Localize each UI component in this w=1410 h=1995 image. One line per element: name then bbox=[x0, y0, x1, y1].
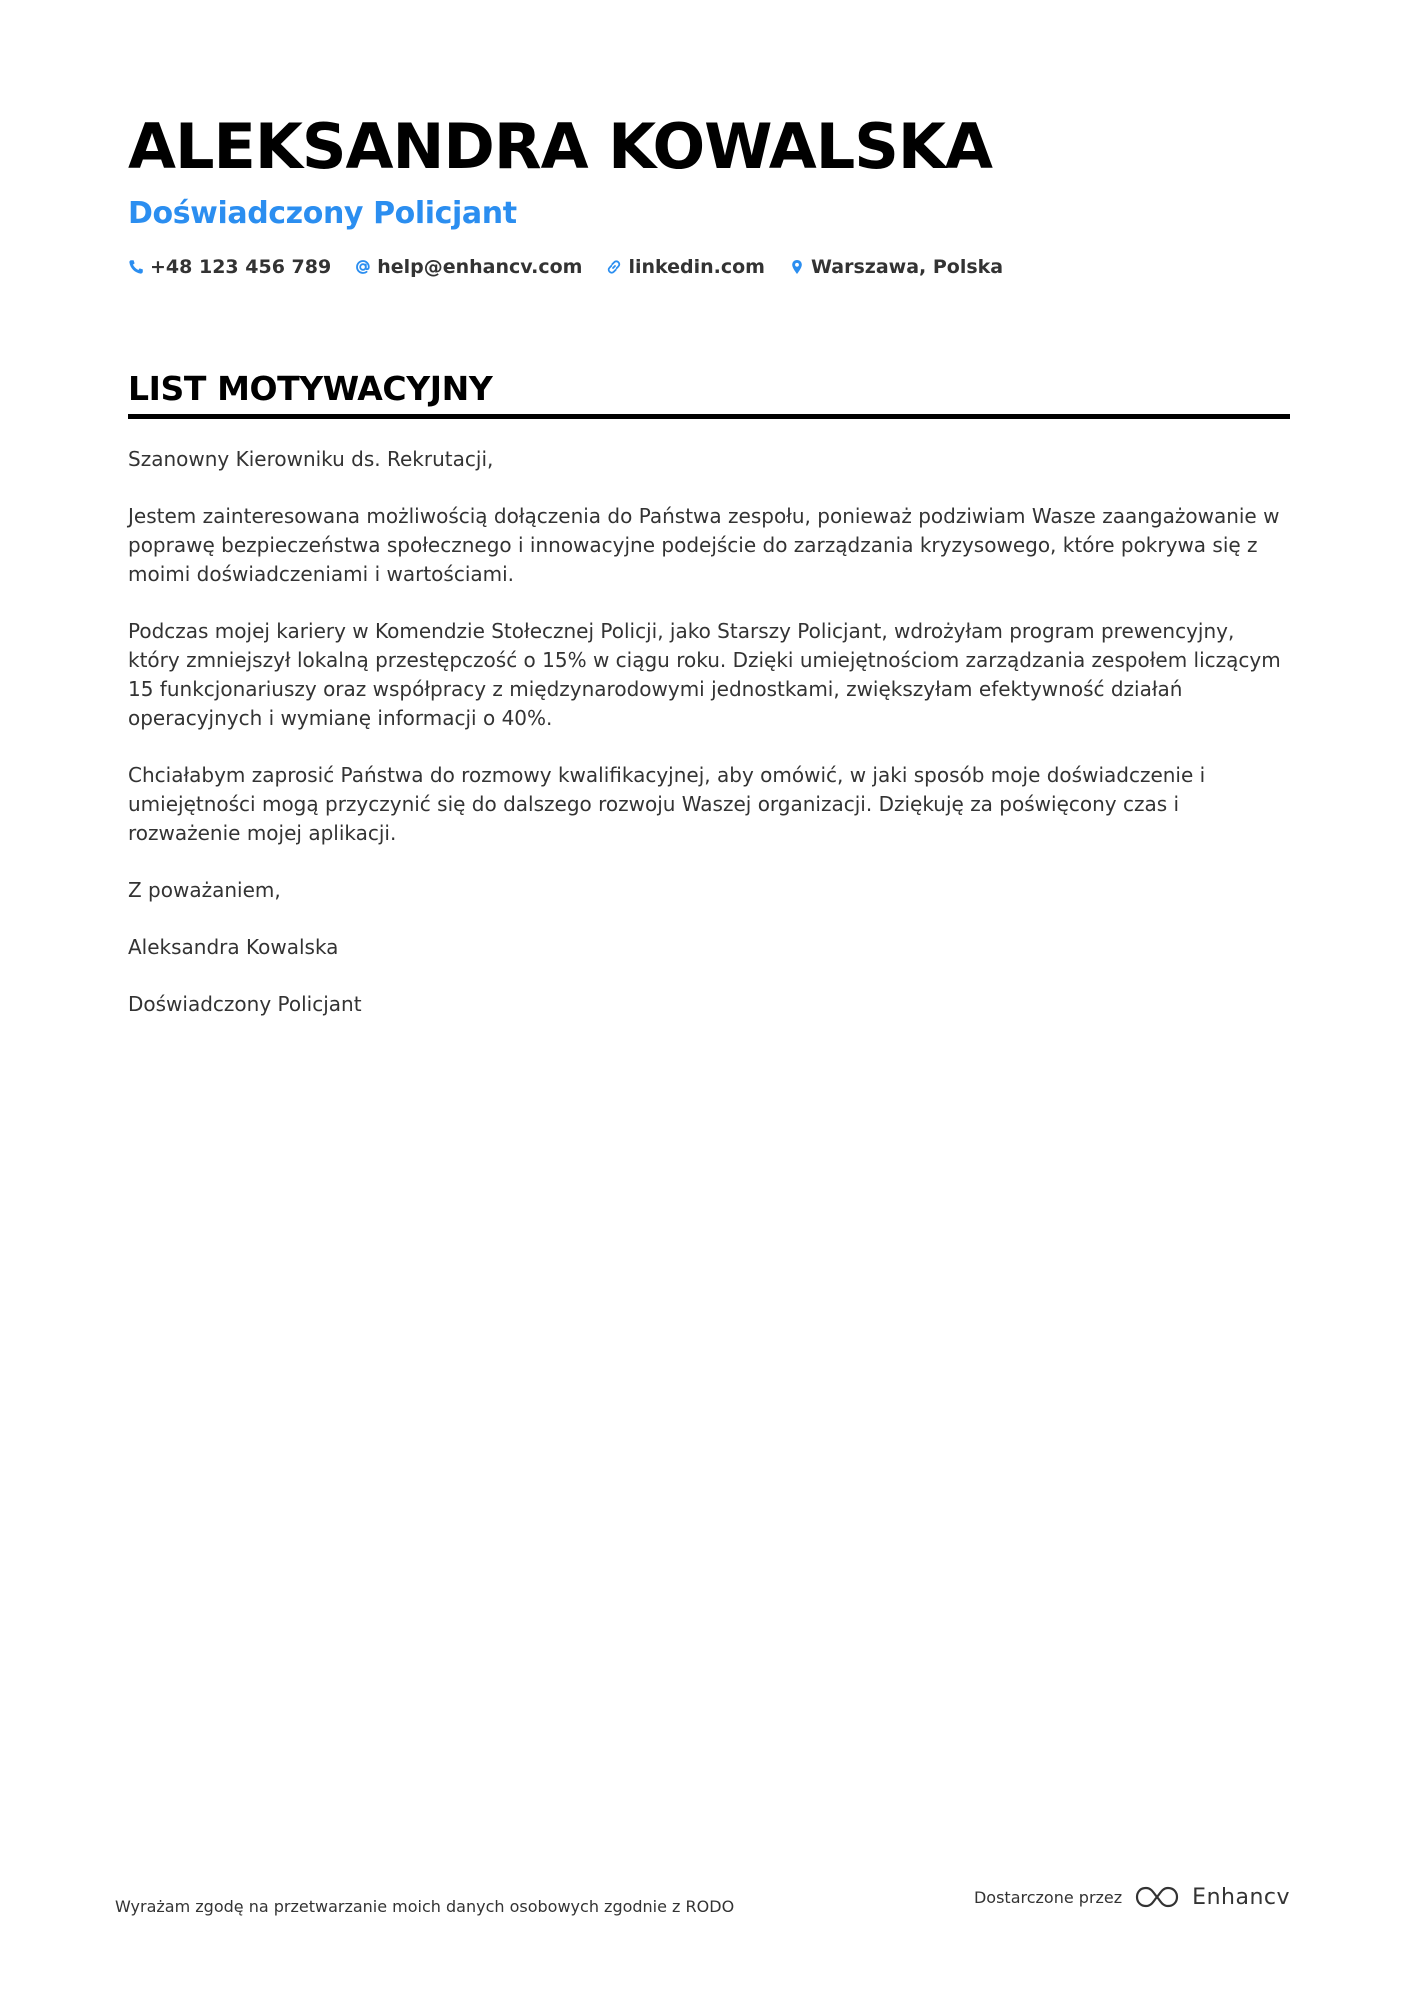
cover-letter-section bbox=[128, 366, 1290, 1047]
header bbox=[128, 108, 1290, 278]
contact-email bbox=[355, 256, 582, 278]
letter-greeting: Szanowny Kierowniku ds. Rekrutacji, bbox=[128, 447, 494, 471]
contact-phone bbox=[128, 256, 331, 278]
letter-body bbox=[128, 445, 1290, 1019]
gdpr-consent: Wyrażam zgodę na przetwarzanie moich danych osobowych zgodnie z RODO bbox=[115, 1897, 735, 1916]
contact-location bbox=[789, 256, 1003, 278]
email-value: help@enhancv.com bbox=[377, 256, 583, 278]
section-divider bbox=[128, 414, 1290, 419]
section-title: LIST MOTYWACYJNY bbox=[128, 369, 493, 408]
brand-name: Enhancv bbox=[1192, 1884, 1290, 1910]
location-pin-icon bbox=[789, 259, 805, 275]
candidate-name: ALEKSANDRA KOWALSKA bbox=[128, 110, 992, 183]
at-icon bbox=[355, 259, 371, 275]
phone-icon bbox=[128, 259, 144, 275]
letter-paragraph: Podczas mojej kariery w Komendzie Stołecznej Policji, jako Starszy Policjant, wdrożyłam program prewencyjny, który zmniejszył lokalną przestępczość o 15% w ciągu roku. Dzięki umiejętnościom zarządzania zespołem liczącym 15 funkcjonariuszy oraz współpracy z międzynarodowymi jednostkami, zwiększyłam efektywność działań operacyjnych i wymianę informacji o 40%. bbox=[128, 619, 1281, 730]
location-value: Warszawa, Polska bbox=[810, 256, 1004, 278]
enhancv-logo-icon bbox=[1134, 1884, 1180, 1910]
link-icon bbox=[606, 259, 622, 275]
phone-value: +48 123 456 789 bbox=[150, 256, 332, 278]
signature-title: Doświadczony Policjant bbox=[128, 992, 362, 1016]
candidate-title: Doświadczony Policjant bbox=[128, 196, 517, 231]
powered-by-label: Dostarczone przez bbox=[973, 1887, 1123, 1907]
signature-name: Aleksandra Kowalska bbox=[128, 935, 339, 959]
letter-closing: Z poważaniem, bbox=[128, 878, 281, 902]
powered-by[interactable] bbox=[974, 1884, 1290, 1910]
linkedin-value: linkedin.com bbox=[628, 256, 765, 278]
letter-paragraph: Chciałabym zaprosić Państwa do rozmowy kwalifikacyjnej, aby omówić, w jaki sposób moje doświadczenie i umiejętności mogą przyczynić się do dalszego rozwoju Waszej organizacji. Dziękuję za poświęcony czas i rozważenie mojej aplikacji. bbox=[128, 763, 1206, 845]
contact-linkedin bbox=[606, 256, 765, 278]
contact-bar bbox=[128, 256, 1290, 278]
letter-paragraph: Jestem zainteresowana możliwością dołączenia do Państwa zespołu, ponieważ podziwiam Wasze zaangażowanie w poprawę bezpieczeństwa społecznego i innowacyjne podejście do zarządzania kryzysowego, które pokrywa się z moimi doświadczeniami i wartościami. bbox=[128, 504, 1280, 586]
